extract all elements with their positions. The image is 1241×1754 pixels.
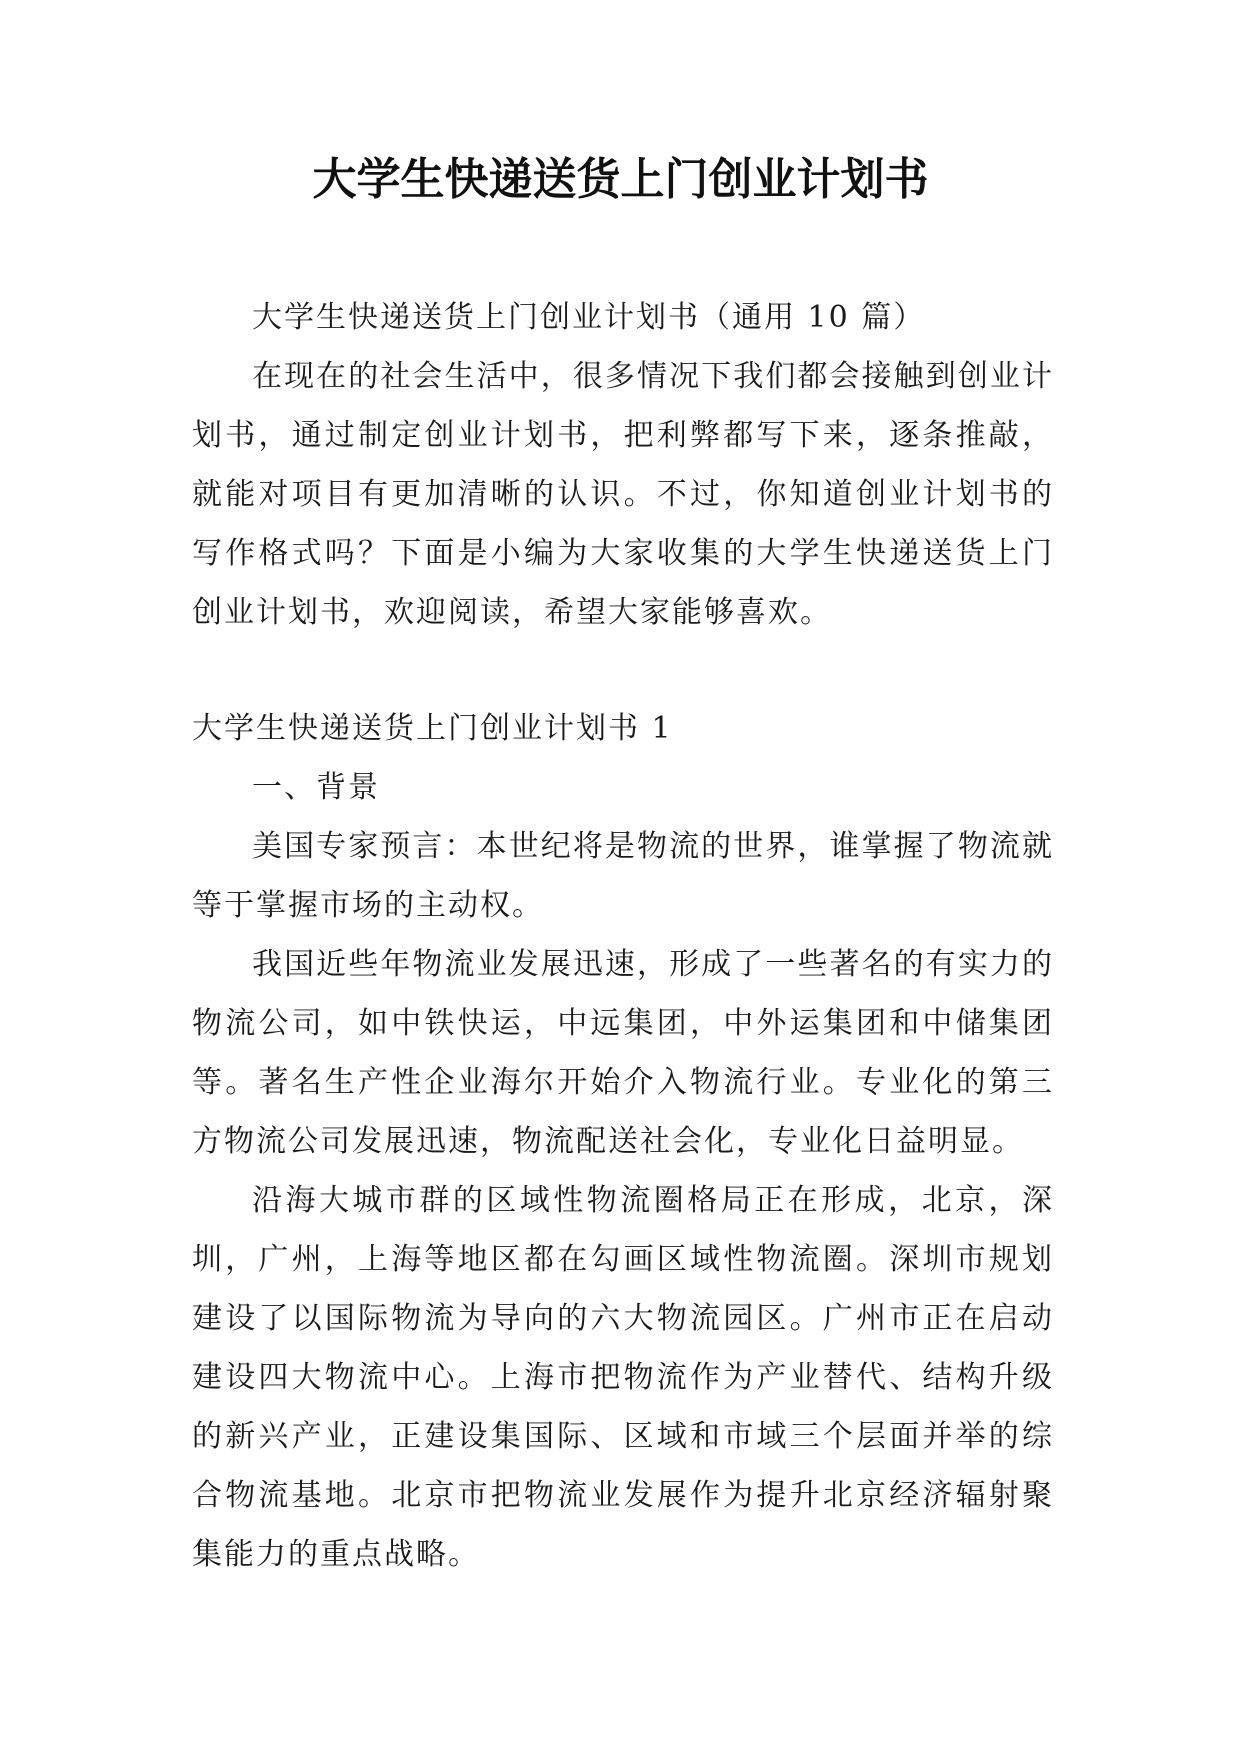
body-paragraph: 我国近些年物流业发展迅速，形成了一些著名的有实力的物流公司，如中铁快运，中远集团，中外运集团和中储集团等。著名生产性企业海尔开始介入物流行业。专业化的第三方物流公司发展迅速，物流配送社会化，专业化日益明显。 — [192, 947, 1054, 1159]
intro-paragraph: 在现在的社会生活中，很多情况下我们都会接触到创业计划书，通过制定创业计划书，把利弊都写下来，逐条推敲，就能对项目有更加清晰的认识。不过，你知道创业计划书的写作格式吗？下面是小编为大家收集的大学生快递送货上门创业计划书，欢迎阅读，希望大家能够喜欢。 — [192, 359, 1054, 630]
document-subtitle: 大学生快递送货上门创业计划书（通用 10 篇） — [252, 300, 926, 335]
document-body — [192, 288, 1054, 1584]
document-title: 大学生快递送货上门创业计划书 — [312, 154, 929, 205]
section-heading: 大学生快递送货上门创业计划书 1 — [192, 711, 673, 746]
body-paragraph: 沿海大城市群的区域性物流圈格局正在形成，北京，深圳，广州，上海等地区都在勾画区域性物流圈。深圳市规划建设了以国际物流为导向的六大物流园区。广州市正在启动建设四大物流中心。上海市把物流作为产业替代、结构升级的新兴产业，正建设集国际、区域和市域三个层面并举的综合物流基地。北京市把物流业发展作为提升北京经济辐射聚集能力的重点战略。 — [192, 1183, 1054, 1572]
section-subheading: 一、背景 — [252, 770, 380, 805]
body-paragraph: 美国专家预言：本世纪将是物流的世界，谁掌握了物流就等于掌握市场的主动权。 — [192, 829, 1054, 923]
